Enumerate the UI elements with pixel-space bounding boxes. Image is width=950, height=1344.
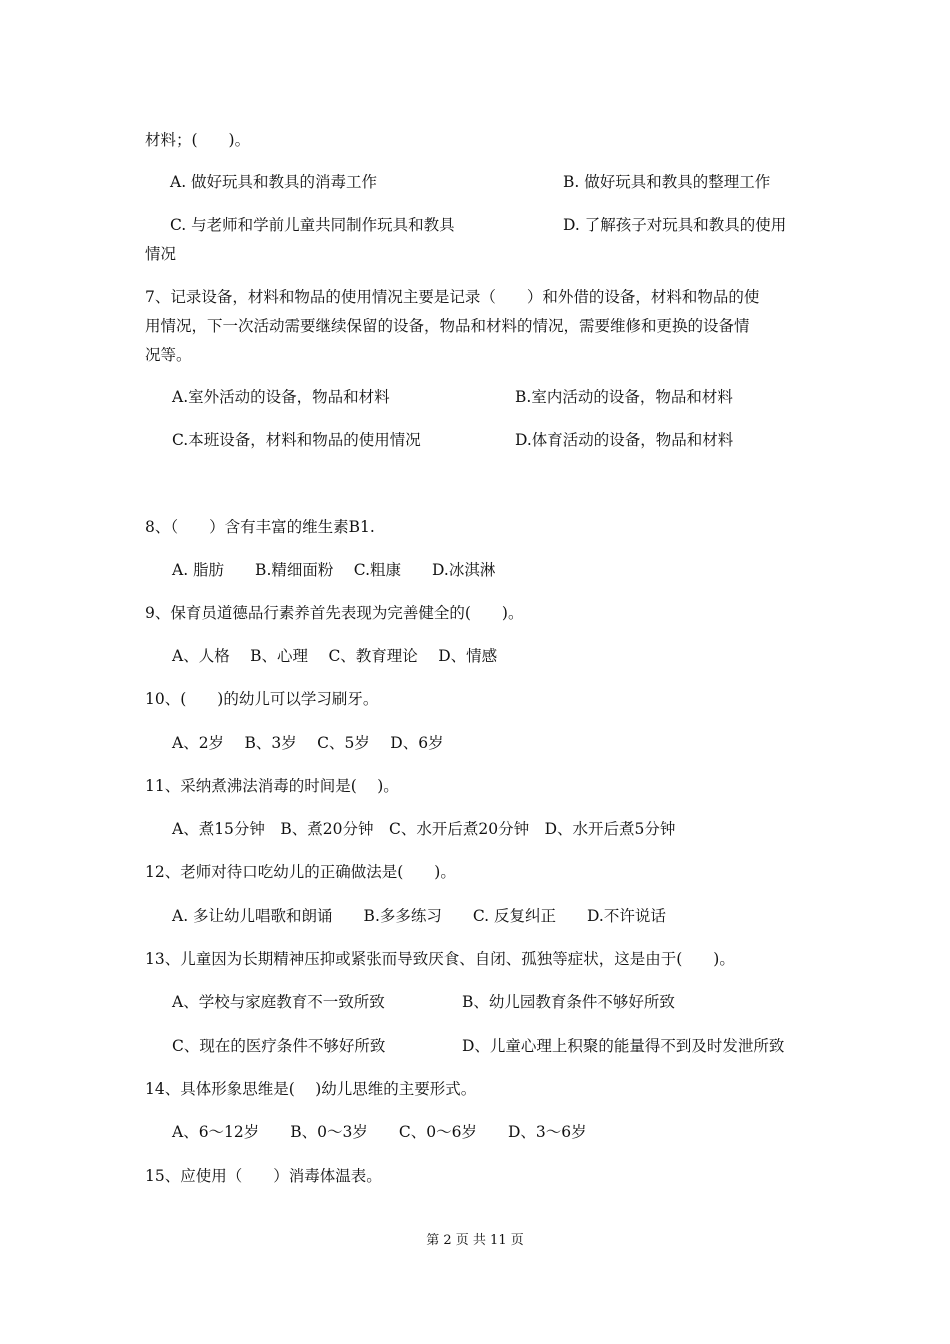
q13-option-b: B、幼儿园教育条件不够好所致 — [462, 993, 675, 1011]
q8-options: A. 脂肪 B.精细面粉 C.粗康 D.冰淇淋 — [172, 561, 496, 579]
q7-option-d: D.体育活动的设备，物品和材料 — [515, 431, 734, 449]
q12-stem: 12、老师对待口吃幼儿的正确做法是( )。 — [145, 863, 456, 881]
q6-option-b: B. 做好玩具和教具的整理工作 — [563, 173, 771, 191]
q10-options: A、2岁 B、3岁 C、5岁 D、6岁 — [172, 734, 444, 752]
q10-stem: 10、( )的幼儿可以学习刷牙。 — [145, 690, 379, 708]
q6-option-d-continued: 情况 — [145, 245, 177, 263]
q6-stem-tail: 材料；( )。 — [145, 131, 251, 149]
q14-options: A、6～12岁 B、0～3岁 C、0～6岁 D、3～6岁 — [172, 1123, 587, 1141]
q13-option-c: C、现在的医疗条件不够好所致 — [172, 1037, 386, 1055]
q11-stem: 11、采纳煮沸法消毒的时间是( )。 — [145, 777, 399, 795]
q9-options: A、人格 B、心理 C、教育理论 D、情感 — [172, 647, 498, 665]
q8-stem: 8、（ ）含有丰富的维生素B1. — [145, 518, 375, 536]
q13-option-a: A、学校与家庭教育不一致所致 — [172, 993, 385, 1011]
q7-option-a: A.室外活动的设备，物品和材料 — [172, 388, 390, 406]
q11-options: A、煮15分钟 B、煮20分钟 C、水开后煮20分钟 D、水开后煮5分钟 — [172, 820, 676, 838]
q7-stem-line-2: 用情况，下一次活动需要继续保留的设备，物品和材料的情况，需要维修和更换的设备情 — [145, 317, 750, 335]
q9-stem: 9、保育员道德品行素养首先表现为完善健全的( )。 — [145, 604, 524, 622]
q6-option-c: C. 与老师和学前儿童共同制作玩具和教具 — [170, 216, 455, 234]
q7-stem-line-1: 7、记录设备，材料和物品的使用情况主要是记录（ ）和外借的设备，材料和物品的使 — [145, 288, 760, 306]
q6-option-d: D. 了解孩子对玩具和教具的使用 — [563, 216, 787, 234]
q14-stem: 14、具体形象思维是( )幼儿思维的主要形式。 — [145, 1080, 477, 1098]
q6-option-a: A. 做好玩具和教具的消毒工作 — [170, 173, 378, 191]
q7-option-c: C.本班设备，材料和物品的使用情况 — [172, 431, 421, 449]
q7-option-b: B.室内活动的设备，物品和材料 — [515, 388, 733, 406]
q13-stem: 13、儿童因为长期精神压抑或紧张而导致厌食、自闭、孤独等症状，这是由于( )。 — [145, 950, 735, 968]
page-footer: 第 2 页 共 11 页 — [426, 1233, 524, 1248]
q15-stem: 15、应使用（ ）消毒体温表。 — [145, 1167, 382, 1185]
q13-option-d: D、儿童心理上积聚的能量得不到及时发泄所致 — [462, 1037, 785, 1055]
q7-stem-line-3: 况等。 — [145, 346, 192, 364]
q12-options: A. 多让幼儿唱歌和朗诵 B.多多练习 C. 反复纠正 D.不许说话 — [172, 907, 666, 925]
